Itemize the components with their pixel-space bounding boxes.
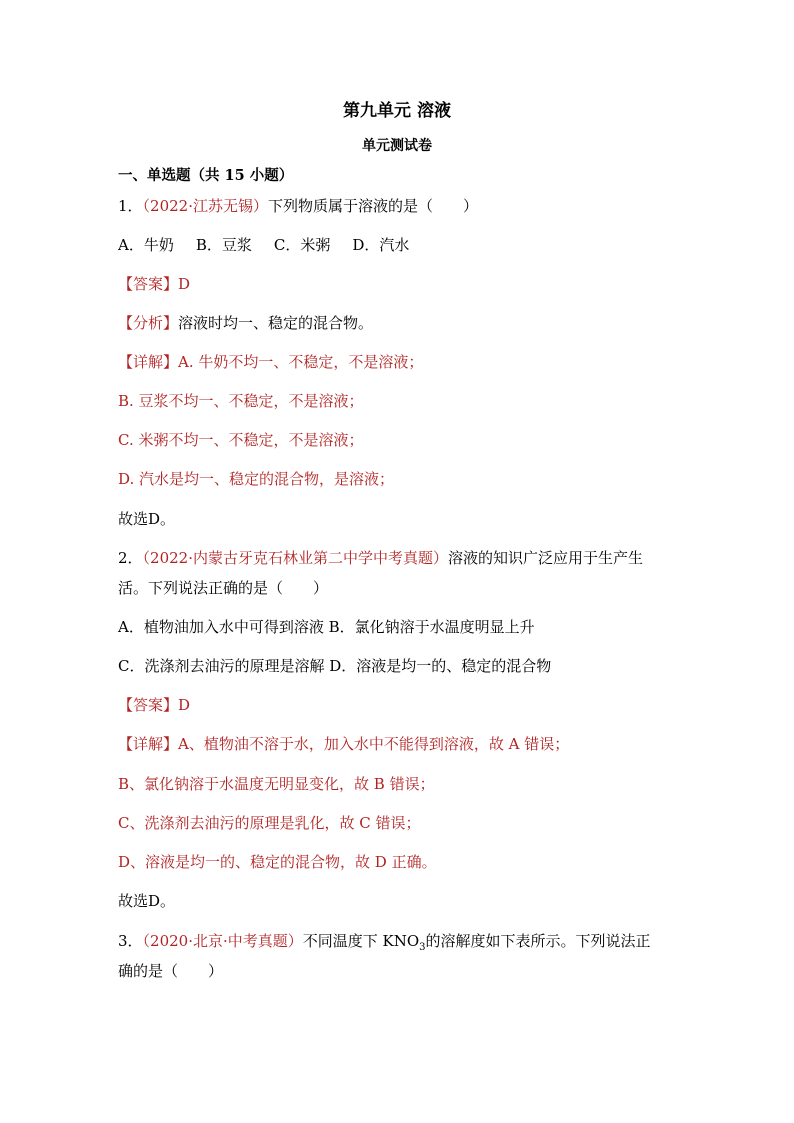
question-stem: 下列物质属于溶液的是（ ）: [268, 197, 479, 215]
question-2-stem-continued: 活。下列说法正确的是（ ）: [118, 579, 329, 597]
question-stem: 不同温度下 KNO: [302, 932, 420, 950]
page-title: 第九单元 溶液: [343, 101, 451, 121]
question-source: （2022·江苏无锡）: [142, 197, 268, 215]
question-1-options: [118, 235, 431, 255]
question-2-detail-b: B、氯化钠溶于水温度无明显变化，故 B 错误；: [118, 775, 435, 793]
question-number: 3．: [118, 932, 143, 950]
question-2-options-cd: C．洗涤剂去油污的原理是溶解 D．溶液是均一的、稳定的混合物: [118, 657, 552, 675]
question-1-conclusion: 故选D。: [118, 510, 176, 528]
option-c: C．米粥: [273, 236, 331, 254]
question-2-detail-d: D、溶液是均一的、稳定的混合物，故 D 正确。: [118, 853, 437, 871]
option-d: D．汽水: [352, 236, 410, 254]
question-source: （2022·内蒙古牙克石林业第二中学中考真题）: [142, 549, 448, 567]
analysis-text: 溶液时均一、稳定的混合物。: [178, 314, 374, 332]
question-2-conclusion: 故选D。: [118, 892, 176, 910]
question-stem: 溶液的知识广泛应用于生产生: [448, 549, 644, 567]
question-1-analysis: [118, 313, 373, 333]
question-1-detail-b: B. 豆浆不均一、不稳定，不是溶液；: [118, 392, 364, 410]
question-1-answer: [118, 274, 190, 294]
question-source: （2020·北京·中考真题）: [142, 932, 303, 950]
subscript: 3: [419, 942, 426, 953]
detail-label: 【详解】: [118, 735, 179, 753]
detail-text: A、植物油不溶于水，加入水中不能得到溶液，故 A 错误；: [178, 735, 570, 753]
answer-label: 【答案】: [118, 696, 179, 714]
detail-text: A. 牛奶不均一、不稳定，不是溶液；: [178, 353, 424, 371]
question-2-options-ab: A．植物油加入水中可得到溶液 B．氯化钠溶于水温度明显上升: [118, 618, 535, 636]
question-number: 1．: [118, 197, 143, 215]
question-number: 2．: [118, 549, 143, 567]
question-3: [118, 931, 651, 958]
question-2-detail-c: C、洗涤剂去油污的原理是乳化，故 C 错误；: [118, 814, 421, 832]
option-a: A．牛奶: [118, 236, 174, 254]
question-3-stem-continued: 确的是（ ）: [118, 962, 224, 980]
option-b: B．豆浆: [195, 236, 252, 254]
question-stem-post: 的溶解度如下表所示。下列说法正: [425, 932, 651, 950]
question-2: [118, 548, 643, 568]
question-2-detail-a: [118, 734, 569, 754]
answer-label: 【答案】: [118, 275, 179, 293]
section-heading: 一、单选题（共 15 小题）: [118, 167, 294, 184]
question-1-detail-a: [118, 352, 423, 372]
analysis-label: 【分析】: [118, 314, 179, 332]
question-1-detail-d: D. 汽水是均一、稳定的混合物，是溶液；: [118, 470, 395, 488]
page-subtitle: 单元测试卷: [362, 138, 432, 154]
answer-value: D: [178, 696, 191, 714]
question-1: [118, 196, 478, 216]
answer-value: D: [178, 275, 191, 293]
detail-label: 【详解】: [118, 353, 179, 371]
question-1-detail-c: C. 米粥不均一、不稳定，不是溶液；: [118, 431, 364, 449]
question-2-answer: [118, 695, 190, 715]
